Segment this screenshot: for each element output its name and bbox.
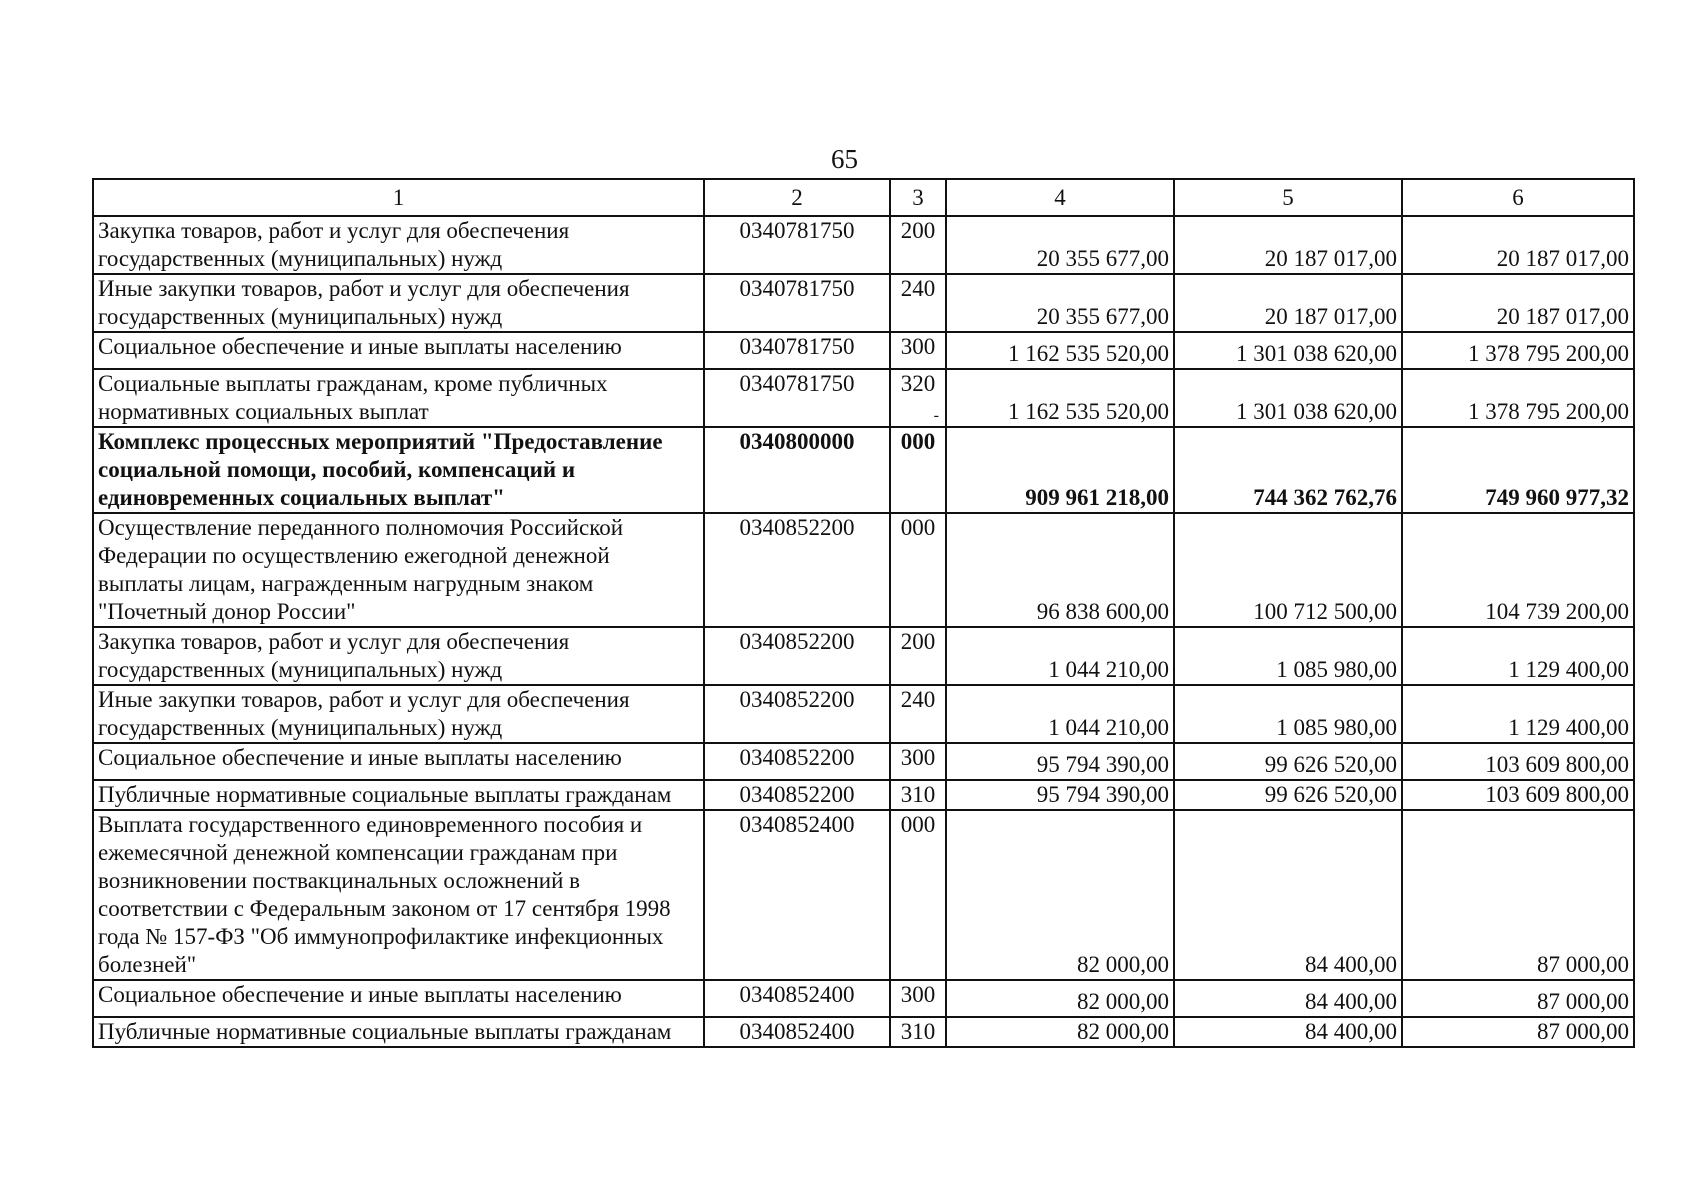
row-kvr: 240 bbox=[890, 274, 946, 332]
row-code: 0340852200 bbox=[704, 685, 890, 743]
table-row bbox=[93, 627, 1634, 685]
row-amount-6: 87 000,00 bbox=[1402, 810, 1634, 980]
row-amount-4: 82 000,00 bbox=[946, 1017, 1174, 1047]
page-number: 65 bbox=[831, 144, 858, 174]
row-name: Социальное обеспечение и иные выплаты населению bbox=[93, 332, 704, 369]
row-amount-6: 1 129 400,00 bbox=[1402, 685, 1634, 743]
row-kvr: 200 bbox=[890, 627, 946, 685]
row-amount-4: 1 044 210,00 bbox=[946, 627, 1174, 685]
table-row bbox=[93, 274, 1634, 332]
column-header: 4 bbox=[946, 179, 1174, 216]
table-row-bold bbox=[93, 427, 1634, 513]
row-code: 0340852400 bbox=[704, 810, 890, 980]
row-amount-5: 1 301 038 620,00 bbox=[1174, 369, 1402, 427]
row-amount-4: 82 000,00 bbox=[946, 980, 1174, 1017]
row-code: 0340781750 bbox=[704, 274, 890, 332]
row-amount-4: 20 355 677,00 bbox=[946, 274, 1174, 332]
row-code: 0340800000 bbox=[704, 427, 890, 513]
row-code: 0340852200 bbox=[704, 627, 890, 685]
row-amount-5: 1 085 980,00 bbox=[1174, 685, 1402, 743]
row-name: Публичные нормативные социальные выплаты гражданам bbox=[93, 780, 704, 810]
row-amount-5: 99 626 520,00 bbox=[1174, 780, 1402, 810]
column-header: 1 bbox=[93, 179, 704, 216]
row-name: Публичные нормативные социальные выплаты гражданам bbox=[93, 1017, 704, 1047]
row-amount-4: 1 044 210,00 bbox=[946, 685, 1174, 743]
column-header: 5 bbox=[1174, 179, 1402, 216]
row-amount-6: 20 187 017,00 bbox=[1402, 216, 1634, 274]
row-amount-5: 84 400,00 bbox=[1174, 810, 1402, 980]
row-amount-5: 100 712 500,00 bbox=[1174, 513, 1402, 627]
row-amount-4: 1 162 535 520,00 bbox=[946, 332, 1174, 369]
row-kvr: 320 bbox=[900, 371, 936, 396]
row-amount-6: 1 378 795 200,00 bbox=[1402, 332, 1634, 369]
row-amount-5: 1 301 038 620,00 bbox=[1174, 332, 1402, 369]
row-code: 0340781750 bbox=[704, 216, 890, 274]
row-amount-5: 1 085 980,00 bbox=[1174, 627, 1402, 685]
table-row bbox=[93, 685, 1634, 743]
row-kvr: 240 bbox=[890, 685, 946, 743]
row-code: 0340852200 bbox=[704, 780, 890, 810]
row-amount-4: 95 794 390,00 bbox=[946, 780, 1174, 810]
row-amount-4: 909 961 218,00 bbox=[946, 427, 1174, 513]
row-amount-6: 104 739 200,00 bbox=[1402, 513, 1634, 627]
table-row bbox=[93, 980, 1634, 1017]
row-amount-4: 20 355 677,00 bbox=[946, 216, 1174, 274]
column-header: 2 bbox=[704, 179, 890, 216]
table-row bbox=[93, 810, 1634, 980]
row-amount-5: 744 362 762,76 bbox=[1174, 427, 1402, 513]
table-row bbox=[93, 1017, 1634, 1047]
row-name: Иные закупки товаров, работ и услуг для обеспечения государственных (муниципальных) нужд bbox=[93, 274, 704, 332]
row-code: 0340852400 bbox=[704, 980, 890, 1017]
table-row bbox=[93, 216, 1634, 274]
row-kvr: 310 bbox=[890, 780, 946, 810]
table-row bbox=[93, 332, 1634, 369]
row-amount-5: 99 626 520,00 bbox=[1174, 743, 1402, 780]
table-row bbox=[93, 513, 1634, 627]
row-code: 0340852400 bbox=[704, 1017, 890, 1047]
budget-table bbox=[92, 178, 1635, 1048]
row-name: Закупка товаров, работ и услуг для обеспечения государственных (муниципальных) нужд bbox=[93, 627, 704, 685]
row-amount-6: 87 000,00 bbox=[1402, 1017, 1634, 1047]
row-kvr: 000 bbox=[890, 427, 946, 513]
table-row bbox=[93, 369, 1634, 427]
row-kvr: 000 bbox=[890, 513, 946, 627]
row-name: Социальное обеспечение и иные выплаты населению bbox=[93, 980, 704, 1017]
row-amount-4: 1 162 535 520,00 bbox=[946, 369, 1174, 427]
row-name: Выплата государственного единовременного пособия и ежемесячной денежной компенсации гражданам при возникновении поствакцинальных осложнений в соответствии с Федеральным законом от 17 сентября 1998 года № 157-ФЗ "Об иммунопрофилактике инфекционных болезней" bbox=[93, 810, 704, 980]
row-name: Социальные выплаты гражданам, кроме публичных нормативных социальных выплат bbox=[93, 369, 704, 427]
row-amount-5: 20 187 017,00 bbox=[1174, 216, 1402, 274]
row-code: 0340852200 bbox=[704, 513, 890, 627]
row-amount-6: 749 960 977,32 bbox=[1402, 427, 1634, 513]
row-kvr: 300 bbox=[890, 332, 946, 369]
row-name: Социальное обеспечение и иные выплаты населению bbox=[93, 743, 704, 780]
row-name: Комплекс процессных мероприятий "Предоставление социальной помощи, пособий, компенсаций и единовременных социальных выплат" bbox=[93, 427, 704, 513]
row-amount-4: 95 794 390,00 bbox=[946, 743, 1174, 780]
row-amount-6: 103 609 800,00 bbox=[1402, 743, 1634, 780]
row-amount-5: 84 400,00 bbox=[1174, 980, 1402, 1017]
row-kvr: 300 bbox=[890, 980, 946, 1017]
row-amount-6: 1 378 795 200,00 bbox=[1402, 369, 1634, 427]
header-row bbox=[93, 179, 1634, 216]
row-amount-6: 1 129 400,00 bbox=[1402, 627, 1634, 685]
row-code: 0340781750 bbox=[704, 332, 890, 369]
dash-mark: - bbox=[933, 407, 939, 424]
row-code: 0340781750 bbox=[704, 369, 890, 427]
column-header: 6 bbox=[1402, 179, 1634, 216]
row-name: Осуществление переданного полномочия Российской Федерации по осуществлению ежегодной денежной выплаты лицам, награжденным нагрудным знаком "Почетный донор России" bbox=[93, 513, 704, 627]
row-kvr: 310 bbox=[890, 1017, 946, 1047]
row-amount-4: 82 000,00 bbox=[946, 810, 1174, 980]
row-amount-5: 84 400,00 bbox=[1174, 1017, 1402, 1047]
row-amount-6: 87 000,00 bbox=[1402, 980, 1634, 1017]
row-amount-5: 20 187 017,00 bbox=[1174, 274, 1402, 332]
row-name: Закупка товаров, работ и услуг для обеспечения государственных (муниципальных) нужд bbox=[93, 216, 704, 274]
row-kvr: 200 bbox=[890, 216, 946, 274]
row-kvr: 300 bbox=[890, 743, 946, 780]
row-amount-6: 103 609 800,00 bbox=[1402, 780, 1634, 810]
row-code: 0340852200 bbox=[704, 743, 890, 780]
row-amount-4: 96 838 600,00 bbox=[946, 513, 1174, 627]
table-row bbox=[93, 743, 1634, 780]
row-amount-6: 20 187 017,00 bbox=[1402, 274, 1634, 332]
row-kvr-cell bbox=[890, 369, 946, 427]
row-name: Иные закупки товаров, работ и услуг для обеспечения государственных (муниципальных) нужд bbox=[93, 685, 704, 743]
row-kvr: 000 bbox=[890, 810, 946, 980]
table-row bbox=[93, 780, 1634, 810]
column-header: 3 bbox=[890, 179, 946, 216]
